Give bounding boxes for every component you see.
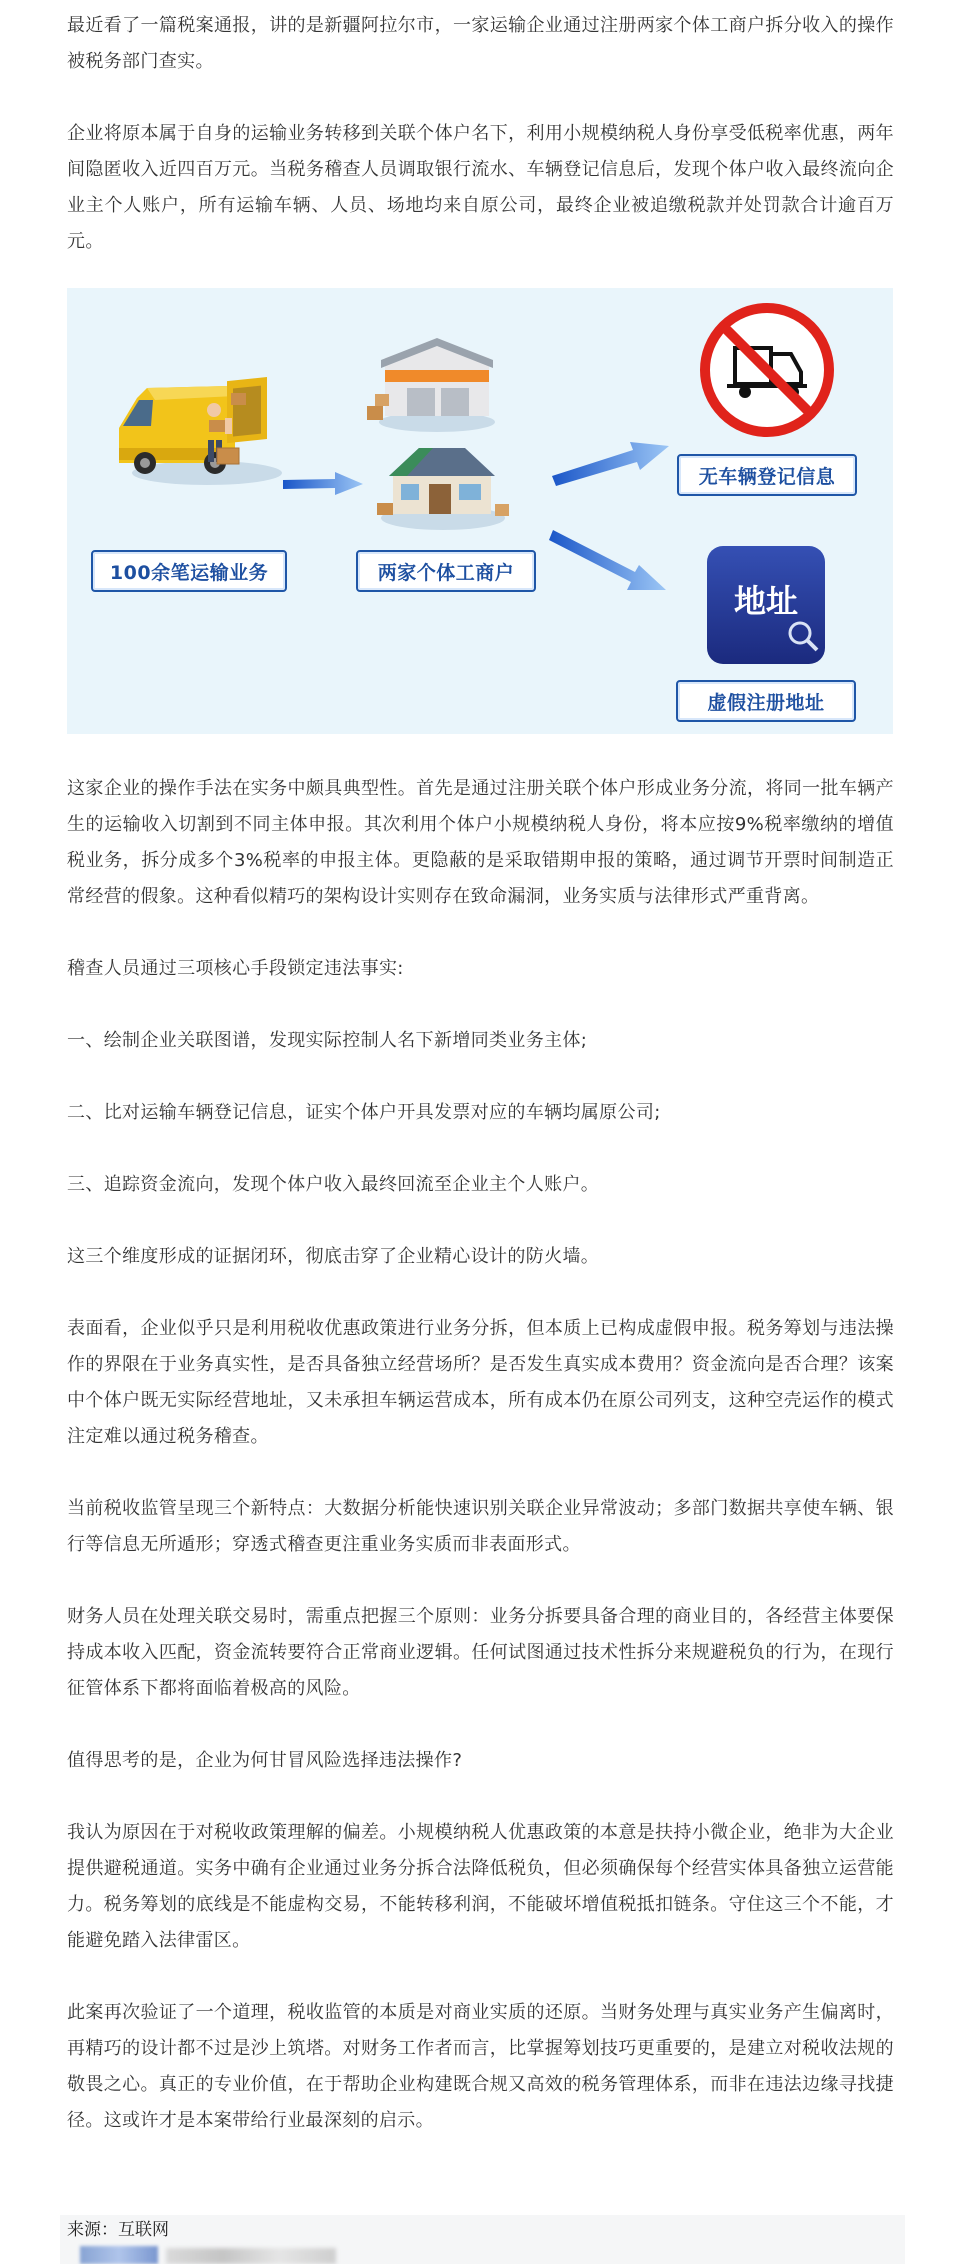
label-transport-text: 100余笔运输业务 — [109, 561, 269, 584]
address-badge-text: 地址 — [733, 582, 799, 620]
warehouse-icon — [367, 338, 495, 432]
paragraph-question: 值得思考的是，企业为何甘冒风险选择违法操作? — [67, 1750, 463, 1771]
label-fake-address — [676, 680, 856, 722]
paragraph-conclusion: 此案再次验证了一个道理，税收监管的本质是对商业实质的还原。当财务处理与真实业务产生偏离时，再精巧的设计都不过是沙上筑塔。对财务工作者而言，比掌握筹划技巧更重要的，是建立对税收法规的敬畏之心。真正的专业价值，在于帮助企业构建既合规又高效的税务管理体系，而非在违法边缘寻找捷径。这或许才是本案带给行业最深刻的启示。 — [67, 2002, 894, 2131]
paragraph-typical-method: 这家企业的操作手法在实务中颇具典型性。首先是通过注册关联个体户形成业务分流，将同一批车辆产生的运输收入切割到不同主体申报。其次利用个体户小规模纳税人身份，将本应按9%税率缴纳的增值税业务，拆分成多个3%税率的申报主体。更隐蔽的是采取错期申报的策略，通过调节开票时间制造正常经营的假象。这种看似精巧的架构设计实则存在致命漏洞，业务实质与法律形式严重背离。 — [67, 778, 894, 907]
no-vehicle-sign-icon — [705, 308, 829, 432]
label-merchants-text: 两家个体工商户 — [377, 561, 515, 584]
article-body — [67, 8, 894, 2139]
paragraph-new-features: 当前税收监管呈现三个新特点：大数据分析能快速识别关联企业异常波动；多部门数据共享使车辆、银行等信息无所遁形；穿透式稽查更注重业务实质而非表面形式。 — [67, 1498, 894, 1555]
source-label: 来源：互联网 — [67, 2220, 169, 2240]
label-no-vehicle-registration — [677, 454, 857, 496]
label-transport-business — [91, 550, 287, 592]
paragraph-case-summary: 企业将原本属于自身的运输业务转移到关联个体户名下，利用小规模纳税人身份享受低税率优惠，两年间隐匿收入近四百万元。当税务稽查人员调取银行流水、车辆登记信息后，发现个体户收入最终流向企业主个人账户，所有运输车辆、人员、场地均来自原公司，最终企业被追缴税款并处罚款合计逾百万元。 — [67, 123, 894, 252]
list-item-three: 三、追踪资金流向，发现个体户收入最终回流至企业主个人账户。 — [67, 1174, 600, 1195]
paragraph-evidence-loop: 这三个维度形成的证据闭环，彻底击穿了企业精心设计的防火墙。 — [67, 1246, 600, 1267]
label-two-merchants — [356, 550, 536, 592]
paragraph-reason: 我认为原因在于对税收政策理解的偏差。小规模纳税人优惠政策的本意是扶持小微企业，绝非为大企业提供避税通道。实务中确有企业通过业务分拆合法降低税负，但必须确保每个经营实体具备独立运营能力。税务筹划的底线是不能虚构交易，不能转移利润，不能破坏增值税抵扣链条。守住这三个不能，才能避免踏入法律雷区。 — [67, 1822, 894, 1951]
paragraph-intro: 最近看了一篇税案通报，讲的是新疆阿拉尔市，一家运输企业通过注册两家个体工商户拆分收入的操作被税务部门查实。 — [67, 15, 894, 72]
delivery-van-icon — [119, 377, 282, 485]
shop-icon — [377, 448, 509, 530]
paragraph-three-means: 稽查人员通过三项核心手段锁定违法事实: — [67, 958, 404, 979]
paragraph-false-declaration: 表面看，企业似乎只是利用税收优惠政策进行业务分拆，但本质上已构成虚假申报。税务筹划与违法操作的界限在于业务真实性，是否具备独立经营场所？是否发生真实成本费用？资金流向是否合理？该案中个体户既无实际经营地址，又未承担车辆运营成本，所有成本仍在原公司列支，这种空壳运作的模式注定难以通过税务稽查。 — [67, 1318, 894, 1447]
label-no-vehicle-text: 无车辆登记信息 — [698, 465, 836, 488]
source-footer — [60, 2215, 905, 2264]
list-item-two: 二、比对运输车辆登记信息，证实个体户开具发票对应的车辆均属原公司; — [67, 1102, 661, 1123]
list-item-one: 一、绘制企业关联图谱，发现实际控制人名下新增同类业务主体; — [67, 1030, 588, 1051]
label-fake-address-text: 虚假注册地址 — [707, 691, 825, 714]
address-search-icon — [707, 546, 825, 664]
case-illustration — [67, 288, 893, 734]
paragraph-principles: 财务人员在处理关联交易时，需重点把握三个原则：业务分拆要具备合理的商业目的，各经营主体要保持成本收入匹配，资金流转要符合正常商业逻辑。任何试图通过技术性拆分来规避税负的行为，在现行征管体系下都将面临着极高的风险。 — [67, 1606, 894, 1699]
blurred-author-info — [80, 2242, 340, 2264]
